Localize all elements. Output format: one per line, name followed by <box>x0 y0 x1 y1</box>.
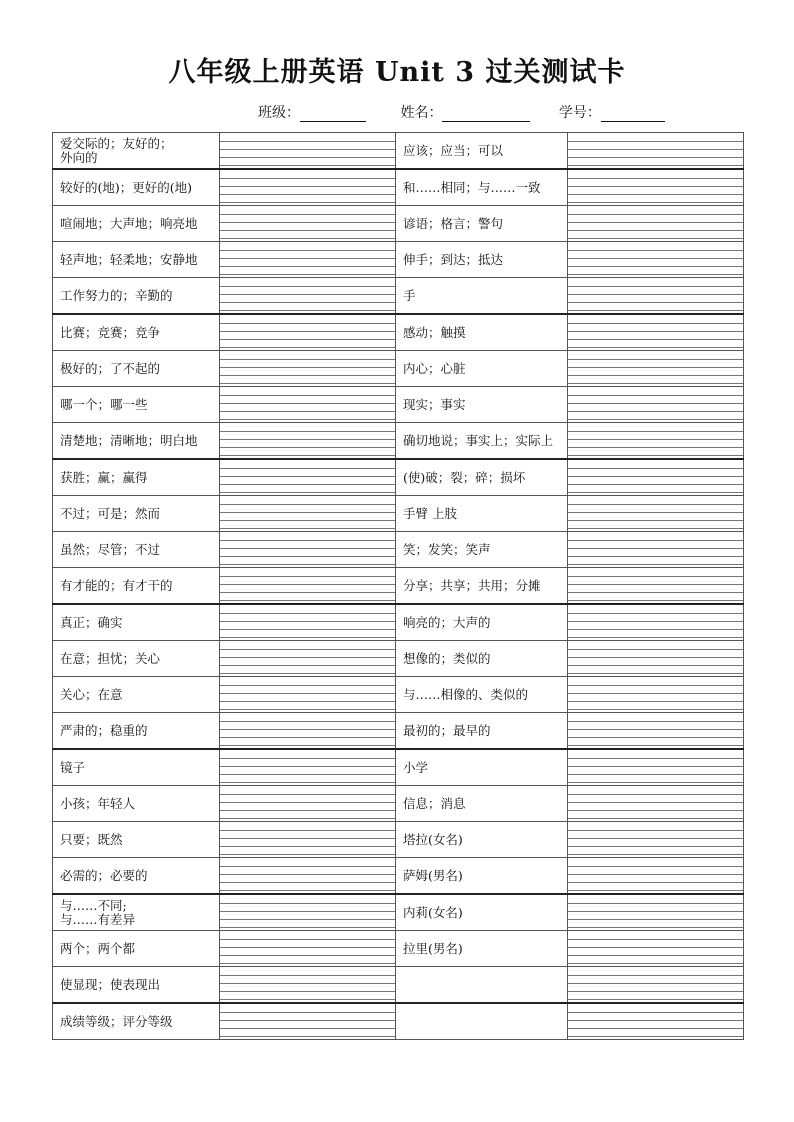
writing-lines[interactable] <box>568 967 743 1002</box>
chinese-meaning-text: (使)破；裂；碎；损坏 <box>403 469 526 485</box>
chinese-meaning-left <box>53 858 220 895</box>
chinese-meaning-text: 比赛；竞赛；竞争 <box>60 324 161 340</box>
writing-lines[interactable] <box>220 822 395 857</box>
chinese-meaning-text: 和……相同；与……一致 <box>403 179 541 195</box>
answer-cell-right[interactable] <box>568 786 744 822</box>
table-row <box>53 677 744 713</box>
table-row <box>53 532 744 568</box>
writing-lines[interactable] <box>568 460 743 495</box>
chinese-meaning-left <box>53 387 220 423</box>
answer-cell-left[interactable] <box>220 206 396 242</box>
chinese-meaning-left <box>53 351 220 387</box>
answer-cell-right[interactable] <box>568 133 744 170</box>
table-row <box>53 278 744 315</box>
chinese-meaning-right <box>396 351 568 387</box>
chinese-meaning-text: 分享；共享；共用；分摊 <box>403 577 541 593</box>
chinese-meaning-text: 工作努力的；辛勤的 <box>60 287 173 303</box>
chinese-meaning-left <box>53 967 220 1004</box>
chinese-meaning-left <box>53 786 220 822</box>
writing-lines[interactable] <box>220 242 395 277</box>
chinese-meaning-right <box>396 641 568 677</box>
answer-cell-left[interactable] <box>220 242 396 278</box>
writing-lines[interactable] <box>220 858 395 893</box>
answer-cell-left[interactable] <box>220 786 396 822</box>
chinese-meaning-left <box>53 568 220 605</box>
table-row <box>53 496 744 532</box>
number-label: 学号： <box>558 105 601 121</box>
chinese-meaning-left <box>53 133 220 170</box>
writing-lines[interactable] <box>568 641 743 676</box>
writing-lines[interactable] <box>568 278 743 313</box>
answer-cell-left[interactable] <box>220 858 396 895</box>
chinese-meaning-left <box>53 532 220 568</box>
chinese-meaning-text: 清楚地；清晰地；明白地 <box>60 432 198 448</box>
writing-lines[interactable] <box>568 170 743 205</box>
writing-lines[interactable] <box>568 206 743 241</box>
writing-lines[interactable] <box>220 170 395 205</box>
chinese-meaning-right <box>396 677 568 713</box>
writing-lines[interactable] <box>568 568 743 603</box>
chinese-meaning-right <box>396 459 568 496</box>
chinese-meaning-text: 手 <box>403 287 416 303</box>
chinese-meaning-text: 成绩等级；评分等级 <box>60 1013 173 1029</box>
chinese-meaning-text: 想像的；类似的 <box>403 650 491 666</box>
chinese-meaning-text: 虽然；尽管；不过 <box>60 541 161 557</box>
chinese-meaning-text: 获胜；赢；赢得 <box>60 469 148 485</box>
answer-cell-right[interactable] <box>568 242 744 278</box>
answer-cell-left[interactable] <box>220 351 396 387</box>
chinese-meaning-text: 使显现；使表现出 <box>60 976 161 992</box>
writing-lines[interactable] <box>568 786 743 821</box>
chinese-meaning-right <box>396 749 568 786</box>
writing-lines[interactable] <box>220 605 395 640</box>
table-row <box>53 242 744 278</box>
writing-lines[interactable] <box>568 822 743 857</box>
answer-cell-right[interactable] <box>568 387 744 423</box>
writing-lines[interactable] <box>220 315 395 350</box>
answer-cell-left[interactable] <box>220 894 396 931</box>
name-label: 姓名： <box>400 105 443 121</box>
name-blank[interactable] <box>442 105 530 122</box>
table-row <box>53 351 744 387</box>
writing-lines[interactable] <box>220 931 395 966</box>
chinese-meaning-text: 信息；消息 <box>403 795 466 811</box>
answer-cell-left[interactable] <box>220 822 396 858</box>
writing-lines[interactable] <box>568 713 743 748</box>
writing-lines[interactable] <box>220 967 395 1002</box>
writing-lines[interactable] <box>568 750 743 785</box>
table-row <box>53 786 744 822</box>
answer-cell-right[interactable] <box>568 532 744 568</box>
chinese-meaning-left <box>53 894 220 931</box>
writing-lines[interactable] <box>220 423 395 458</box>
writing-lines[interactable] <box>568 1004 743 1039</box>
chinese-meaning-left <box>53 169 220 206</box>
chinese-meaning-right <box>396 967 568 1004</box>
chinese-meaning-text: 必需的；必要的 <box>60 867 148 883</box>
chinese-meaning-text: 响亮的；大声的 <box>403 614 491 630</box>
answer-cell-right[interactable] <box>568 496 744 532</box>
chinese-meaning-left <box>53 604 220 641</box>
answer-cell-left[interactable] <box>220 641 396 677</box>
chinese-meaning-text: 爱交际的；友好的； 外向的 <box>60 135 173 165</box>
table-row <box>53 387 744 423</box>
chinese-meaning-right <box>396 894 568 931</box>
table-row <box>53 749 744 786</box>
answer-cell-left[interactable] <box>220 387 396 423</box>
answer-cell-right[interactable] <box>568 604 744 641</box>
answer-cell-left[interactable] <box>220 713 396 750</box>
vocabulary-table <box>52 132 744 1040</box>
writing-lines[interactable] <box>568 931 743 966</box>
chinese-meaning-right <box>396 387 568 423</box>
table-row <box>53 894 744 931</box>
chinese-meaning-text: 不过；可是；然而 <box>60 505 161 521</box>
chinese-meaning-right <box>396 713 568 750</box>
answer-cell-right[interactable] <box>568 894 744 931</box>
answer-cell-right[interactable] <box>568 713 744 750</box>
answer-cell-right[interactable] <box>568 641 744 677</box>
chinese-meaning-right <box>396 532 568 568</box>
answer-cell-left[interactable] <box>220 314 396 351</box>
chinese-meaning-right <box>396 858 568 895</box>
chinese-meaning-left <box>53 206 220 242</box>
answer-cell-right[interactable] <box>568 858 744 895</box>
chinese-meaning-text: 谚语；格言；警句 <box>403 215 504 231</box>
chinese-meaning-text: 小学 <box>403 759 429 775</box>
name-field[interactable] <box>400 102 530 122</box>
chinese-meaning-text: 内心；心脏 <box>403 360 466 376</box>
table-row <box>53 314 744 351</box>
table-row <box>53 133 744 170</box>
writing-lines[interactable] <box>568 605 743 640</box>
chinese-meaning-left <box>53 314 220 351</box>
chinese-meaning-left <box>53 459 220 496</box>
chinese-meaning-right <box>396 423 568 460</box>
table-row <box>53 206 744 242</box>
chinese-meaning-right <box>396 931 568 967</box>
writing-lines[interactable] <box>568 351 743 386</box>
table-row <box>53 423 744 460</box>
answer-cell-left[interactable] <box>220 423 396 460</box>
chinese-meaning-text: 轻声地；轻柔地；安静地 <box>60 251 198 267</box>
chinese-meaning-text: 真正；确实 <box>60 614 123 630</box>
chinese-meaning-left <box>53 641 220 677</box>
answer-cell-left[interactable] <box>220 133 396 170</box>
answer-cell-right[interactable] <box>568 931 744 967</box>
chinese-meaning-right <box>396 604 568 641</box>
chinese-meaning-text: 有才能的；有才干的 <box>60 577 173 593</box>
chinese-meaning-right <box>396 568 568 605</box>
chinese-meaning-text: 手臂 上肢 <box>403 505 457 521</box>
table-row <box>53 459 744 496</box>
class-blank[interactable] <box>300 105 366 122</box>
answer-cell-left[interactable] <box>220 496 396 532</box>
answer-cell-right[interactable] <box>568 749 744 786</box>
answer-cell-left[interactable] <box>220 677 396 713</box>
chinese-meaning-text: 感动；触摸 <box>403 324 466 340</box>
chinese-meaning-right <box>396 206 568 242</box>
writing-lines[interactable] <box>220 786 395 821</box>
chinese-meaning-text: 塔拉(女名) <box>403 831 463 847</box>
writing-lines[interactable] <box>220 1004 395 1039</box>
answer-cell-left[interactable] <box>220 749 396 786</box>
writing-lines[interactable] <box>220 460 395 495</box>
number-field[interactable] <box>559 102 665 122</box>
chinese-meaning-text: 最初的；最早的 <box>403 722 491 738</box>
writing-lines[interactable] <box>568 532 743 567</box>
table-row <box>53 568 744 605</box>
table-row <box>53 604 744 641</box>
writing-lines[interactable] <box>220 568 395 603</box>
chinese-meaning-text: 较好的(地)；更好的(地) <box>60 179 193 195</box>
writing-lines[interactable] <box>568 895 743 930</box>
class-field[interactable] <box>258 102 366 122</box>
answer-cell-left[interactable] <box>220 967 396 1004</box>
writing-lines[interactable] <box>568 242 743 277</box>
chinese-meaning-text: 内莉(女名) <box>403 904 463 920</box>
writing-lines[interactable] <box>220 532 395 567</box>
table-row <box>53 822 744 858</box>
answer-cell-right[interactable] <box>568 822 744 858</box>
answer-cell-right[interactable] <box>568 1003 744 1040</box>
chinese-meaning-text: 两个；两个都 <box>60 940 136 956</box>
chinese-meaning-right <box>396 169 568 206</box>
writing-lines[interactable] <box>220 351 395 386</box>
answer-cell-left[interactable] <box>220 568 396 605</box>
chinese-meaning-right <box>396 1003 568 1040</box>
answer-cell-left[interactable] <box>220 1003 396 1040</box>
chinese-meaning-text: 现实；事实 <box>403 396 466 412</box>
class-label: 班级： <box>258 105 300 121</box>
writing-lines[interactable] <box>220 750 395 785</box>
writing-lines[interactable] <box>220 206 395 241</box>
chinese-meaning-left <box>53 931 220 967</box>
answer-cell-right[interactable] <box>568 677 744 713</box>
chinese-meaning-text: 应该；应当；可以 <box>403 142 504 158</box>
chinese-meaning-right <box>396 242 568 278</box>
answer-cell-left[interactable] <box>220 169 396 206</box>
writing-lines[interactable] <box>568 496 743 531</box>
answer-cell-right[interactable] <box>568 278 744 315</box>
chinese-meaning-left <box>53 713 220 750</box>
table-row <box>53 931 744 967</box>
writing-lines[interactable] <box>220 496 395 531</box>
writing-lines[interactable] <box>568 387 743 422</box>
answer-cell-left[interactable] <box>220 278 396 315</box>
table-row <box>53 641 744 677</box>
writing-lines[interactable] <box>220 641 395 676</box>
chinese-meaning-left <box>53 278 220 315</box>
writing-lines[interactable] <box>220 387 395 422</box>
number-blank[interactable] <box>601 105 665 122</box>
chinese-meaning-left <box>53 242 220 278</box>
answer-cell-right[interactable] <box>568 967 744 1004</box>
chinese-meaning-right <box>396 133 568 170</box>
answer-cell-right[interactable] <box>568 351 744 387</box>
writing-lines[interactable] <box>568 315 743 350</box>
chinese-meaning-text: 在意；担忧；关心 <box>60 650 161 666</box>
chinese-meaning-left <box>53 822 220 858</box>
chinese-meaning-left <box>53 677 220 713</box>
chinese-meaning-text: 严肃的；稳重的 <box>60 722 148 738</box>
writing-lines[interactable] <box>568 423 743 458</box>
answer-cell-left[interactable] <box>220 459 396 496</box>
chinese-meaning-text: 喧闹地；大声地；响亮地 <box>60 215 198 231</box>
chinese-meaning-text: 关心；在意 <box>60 686 123 702</box>
student-info <box>258 102 665 122</box>
table-row <box>53 967 744 1004</box>
chinese-meaning-right <box>396 822 568 858</box>
chinese-meaning-text: 确切地说；事实上；实际上 <box>403 432 554 448</box>
chinese-meaning-text: 拉里(男名) <box>403 940 463 956</box>
answer-cell-right[interactable] <box>568 423 744 460</box>
answer-cell-left[interactable] <box>220 931 396 967</box>
writing-lines[interactable] <box>220 278 395 313</box>
chinese-meaning-right <box>396 786 568 822</box>
chinese-meaning-text: 与……不同; 与……有差异 <box>60 897 136 927</box>
chinese-meaning-text: 只要；既然 <box>60 831 123 847</box>
table-row <box>53 169 744 206</box>
writing-lines[interactable] <box>568 677 743 712</box>
chinese-meaning-right <box>396 314 568 351</box>
writing-lines[interactable] <box>220 677 395 712</box>
chinese-meaning-text: 镜子 <box>60 759 86 775</box>
answer-cell-right[interactable] <box>568 169 744 206</box>
answer-cell-left[interactable] <box>220 604 396 641</box>
chinese-meaning-text: 伸手；到达；抵达 <box>403 251 504 267</box>
chinese-meaning-text: 小孩；年轻人 <box>60 795 136 811</box>
chinese-meaning-left <box>53 749 220 786</box>
answer-cell-right[interactable] <box>568 568 744 605</box>
writing-lines[interactable] <box>568 133 743 168</box>
chinese-meaning-text: 萨姆(男名) <box>403 867 463 883</box>
chinese-meaning-right <box>396 496 568 532</box>
chinese-meaning-text: 哪一个；哪一些 <box>60 396 148 412</box>
chinese-meaning-left <box>53 496 220 532</box>
table-row <box>53 713 744 750</box>
answer-cell-right[interactable] <box>568 459 744 496</box>
chinese-meaning-right <box>396 278 568 315</box>
chinese-meaning-left <box>53 423 220 460</box>
answer-cell-right[interactable] <box>568 206 744 242</box>
table-row <box>53 858 744 895</box>
writing-lines[interactable] <box>220 133 395 168</box>
writing-lines[interactable] <box>568 858 743 893</box>
chinese-meaning-left <box>53 1003 220 1040</box>
page-title: 八年级上册英语 Unit 3 过关测试卡 <box>168 57 626 88</box>
writing-lines[interactable] <box>220 713 395 748</box>
answer-cell-right[interactable] <box>568 314 744 351</box>
writing-lines[interactable] <box>220 895 395 930</box>
chinese-meaning-text: 极好的；了不起的 <box>60 360 161 376</box>
chinese-meaning-text: 与……相像的、类似的 <box>403 686 529 702</box>
answer-cell-left[interactable] <box>220 532 396 568</box>
chinese-meaning-text: 笑；发笑；笑声 <box>403 541 491 557</box>
table-row <box>53 1003 744 1040</box>
